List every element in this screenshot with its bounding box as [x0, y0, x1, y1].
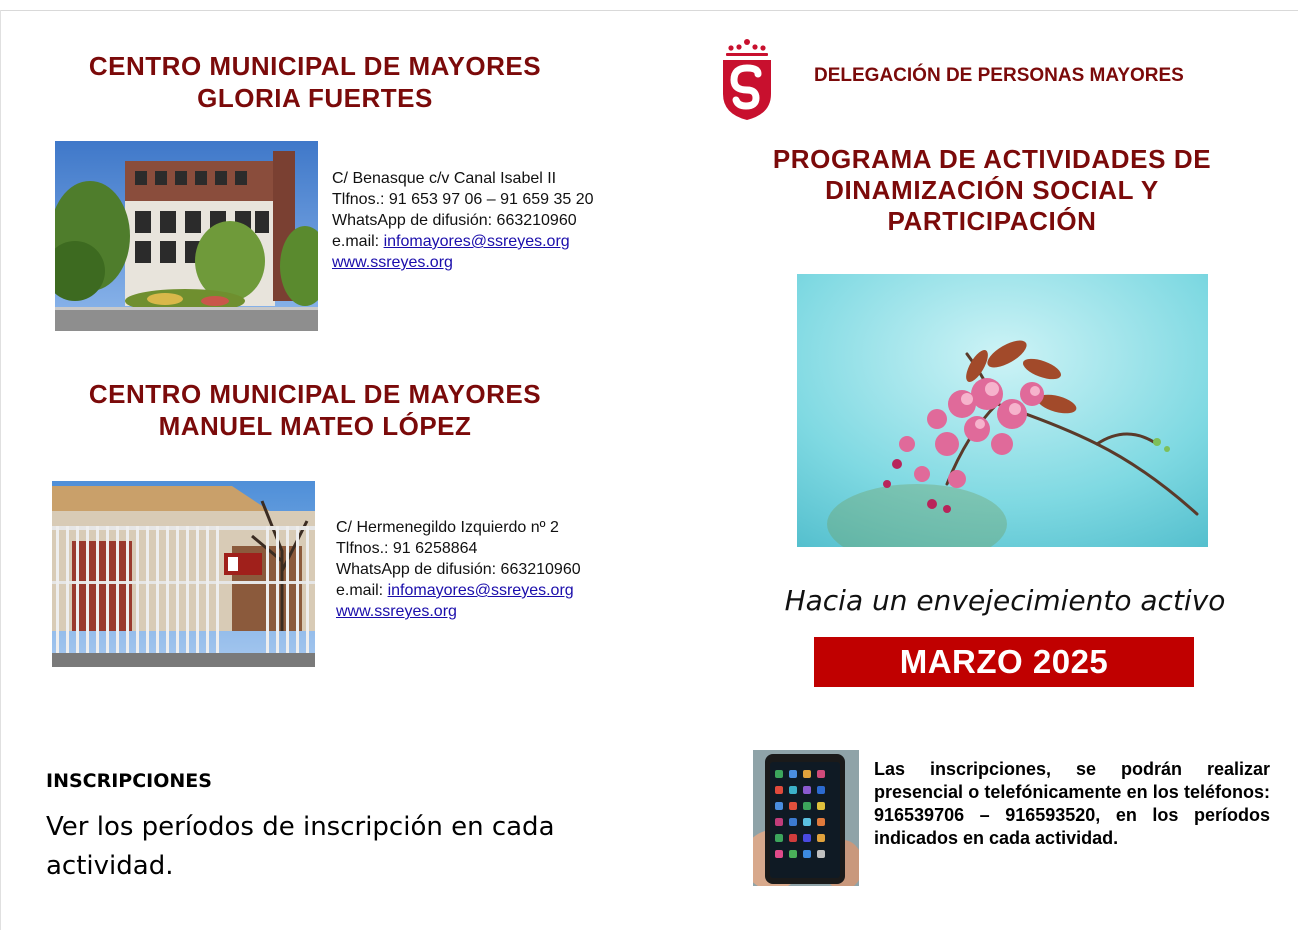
center-2-phones: Tlfnos.: 91 6258864 — [336, 540, 478, 557]
center-1-title-line2: GLORIA FUERTES — [197, 83, 433, 113]
programa-title — [740, 144, 1244, 237]
center-1-web-row — [332, 252, 594, 273]
municipal-logo — [718, 38, 776, 122]
center-1-email-row — [332, 231, 594, 252]
center-1-email-label: e.mail: — [332, 233, 384, 250]
smartphone-photo — [753, 750, 859, 886]
center-2-title — [40, 378, 590, 442]
center-1-title — [40, 50, 590, 114]
center-2-building-photo — [52, 481, 315, 667]
inscripciones-title: INSCRIPCIONES — [46, 770, 212, 792]
phone-registration-info: Las inscripciones, se podrán realizar presencial o telefónicamente en los teléfonos: 916539706 – 916593520, en los períodos indicados en cada actividad. — [874, 759, 1270, 848]
center-1-whatsapp: WhatsApp de difusión: 663210960 — [332, 212, 577, 229]
center-1-title-line1: CENTRO MUNICIPAL DE MAYORES — [88, 51, 542, 81]
page-left-border — [0, 10, 1, 930]
center-2-title-line1: CENTRO MUNICIPAL DE MAYORES — [88, 379, 542, 409]
center-2-contact — [336, 517, 581, 622]
cherry-blossom-photo — [797, 274, 1208, 547]
center-2-web-link[interactable]: www.ssreyes.org — [336, 603, 457, 620]
center-2-web-row — [336, 601, 581, 622]
center-1-email-link[interactable]: infomayores@ssreyes.org — [383, 233, 570, 250]
delegacion-heading: DELEGACIÓN DE PERSONAS MAYORES — [814, 65, 1184, 86]
center-1-contact — [332, 168, 594, 273]
center-2-title-line2: MANUEL MATEO LÓPEZ — [158, 411, 472, 441]
page-top-border — [0, 10, 1298, 11]
center-2-email-row — [336, 580, 581, 601]
center-1-building-photo — [55, 141, 318, 331]
inscripciones-text: Ver los períodos de inscripción en cada actividad. — [46, 812, 555, 881]
center-1-address: C/ Benasque c/v Canal Isabel II — [332, 170, 557, 187]
center-1-phones: Tlfnos.: 91 653 97 06 – 91 659 35 20 — [332, 191, 594, 208]
month-banner: MARZO 2025 — [814, 637, 1194, 687]
center-2-email-label: e.mail: — [336, 582, 388, 599]
center-2-address: C/ Hermenegildo Izquierdo nº 2 — [336, 519, 559, 536]
center-1-web-link[interactable]: www.ssreyes.org — [332, 254, 453, 271]
programa-line1: PROGRAMA DE ACTIVIDADES DE — [772, 144, 1212, 174]
slogan: Hacia un envejecimiento activo — [784, 584, 1226, 617]
center-2-email-link[interactable]: infomayores@ssreyes.org — [387, 582, 574, 599]
center-2-whatsapp: WhatsApp de difusión: 663210960 — [336, 561, 581, 578]
programa-line2: DINAMIZACIÓN SOCIAL Y — [825, 175, 1159, 205]
programa-line3: PARTICIPACIÓN — [887, 206, 1097, 236]
